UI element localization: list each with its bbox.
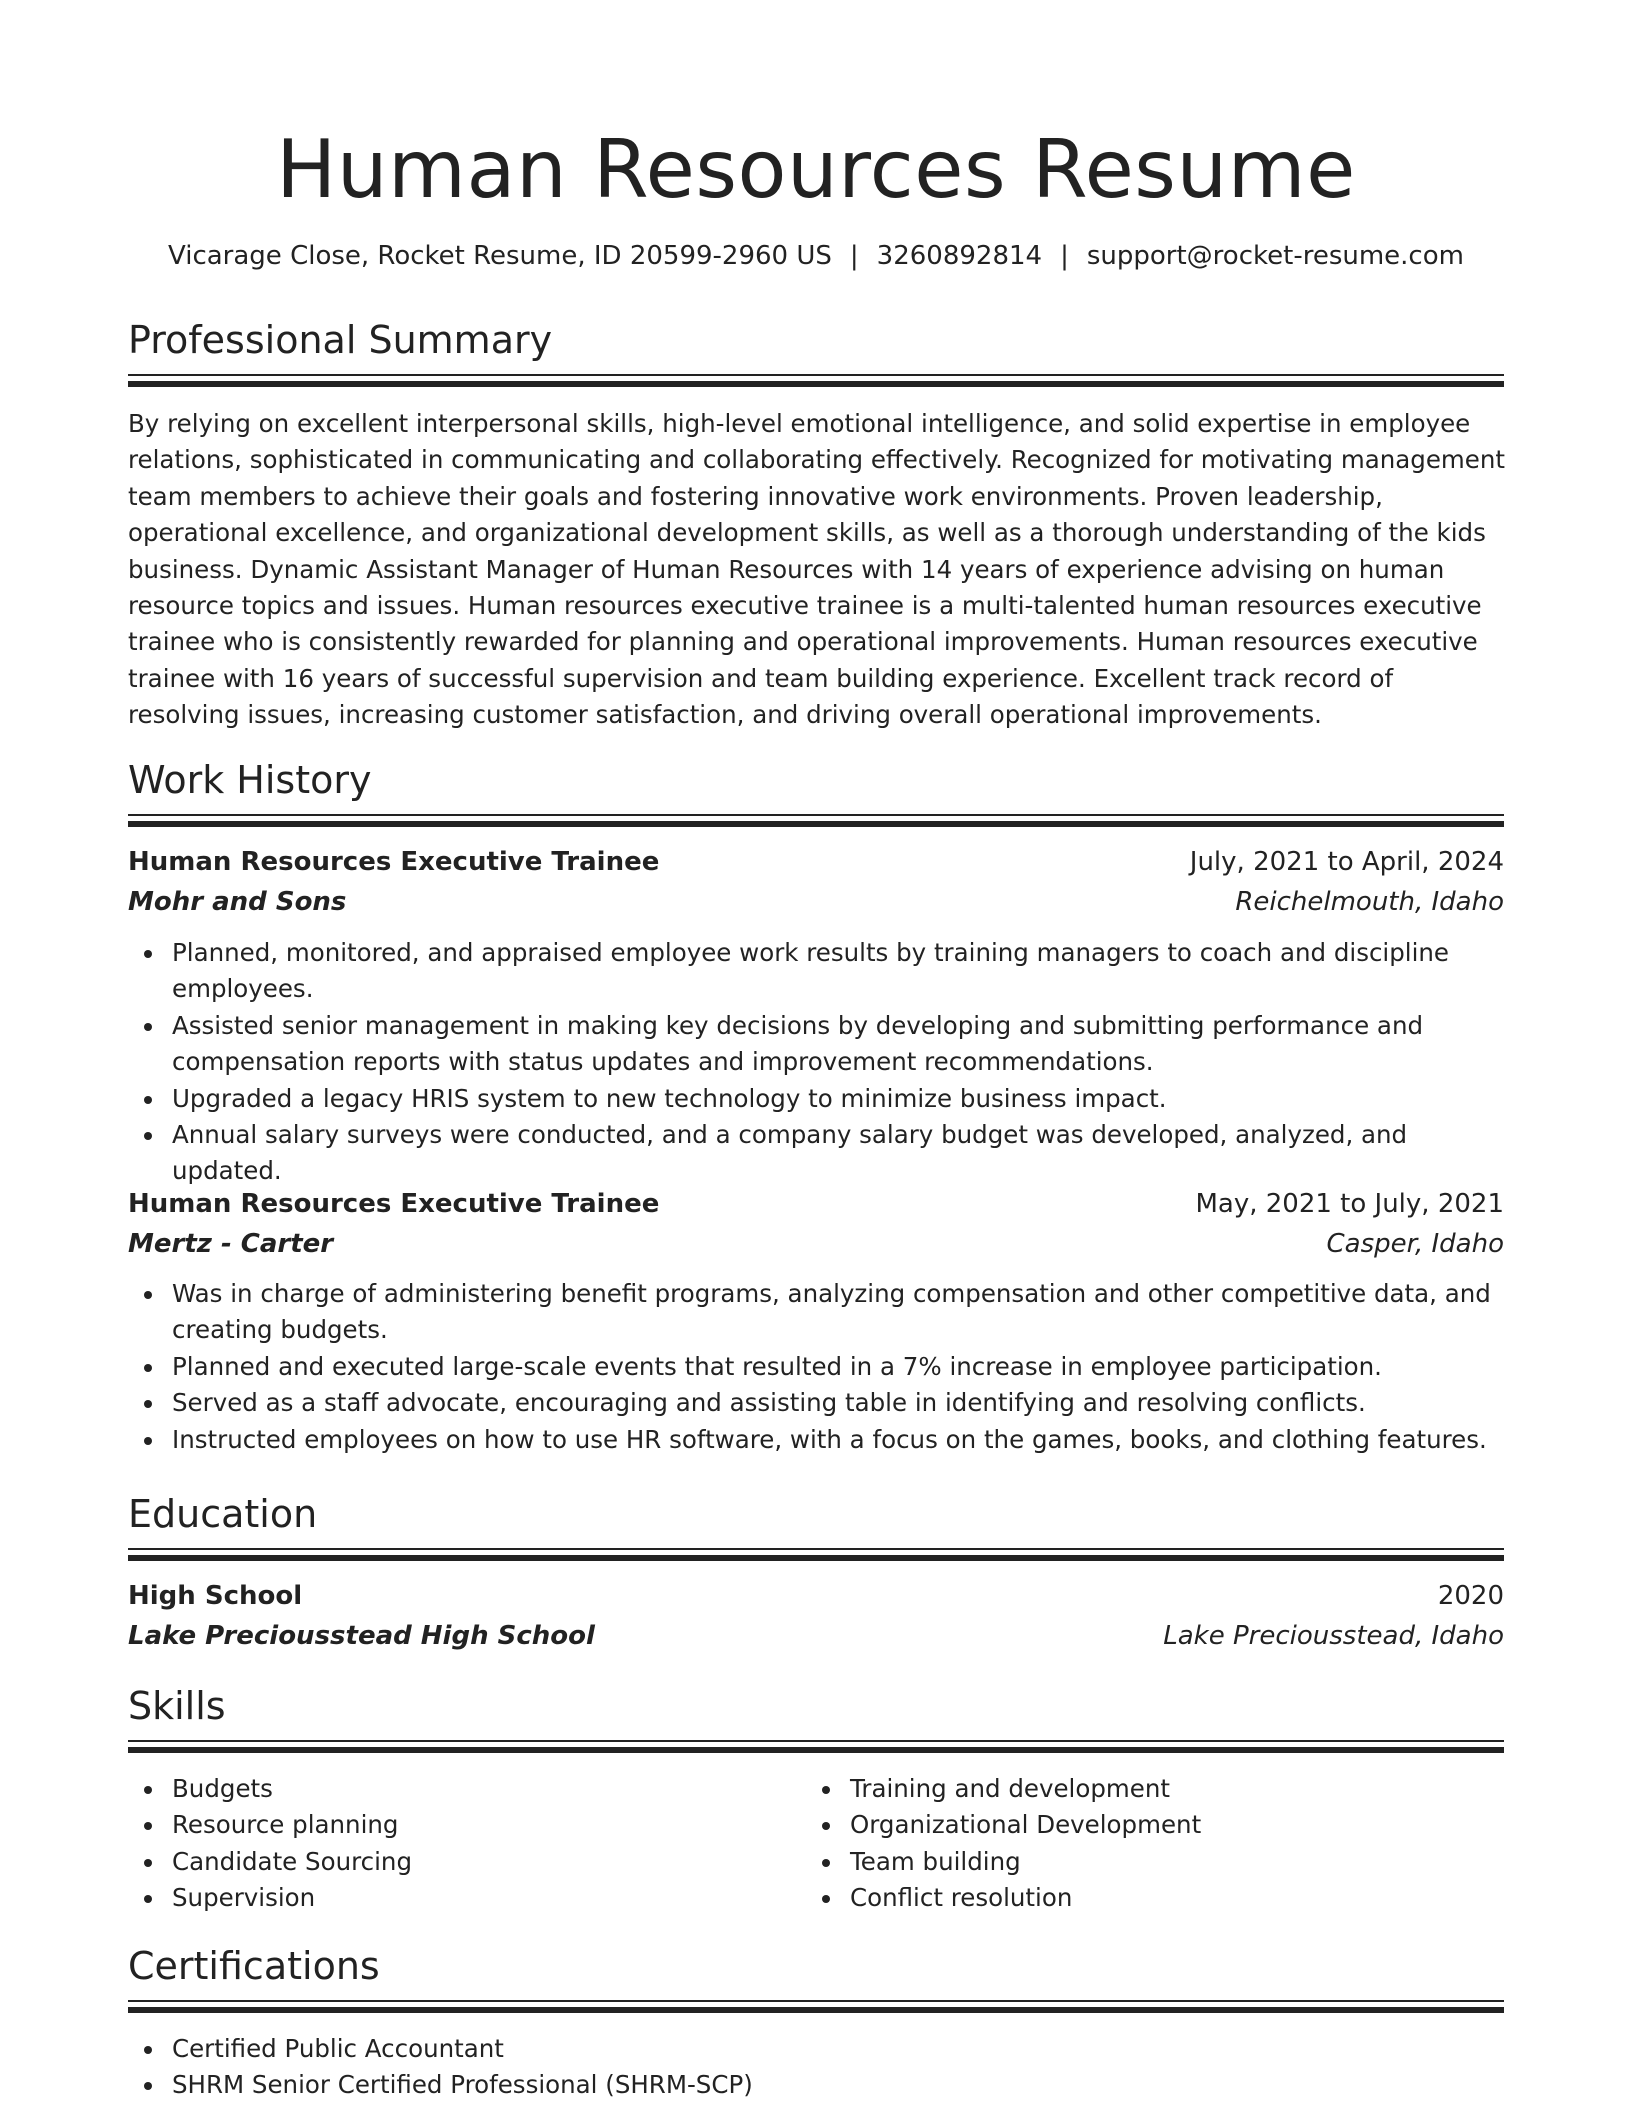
- list-item: Team building: [806, 1844, 1632, 1880]
- list-item: Budgets: [128, 1771, 1504, 1807]
- list-item: Was in charge of administering benefit programs, analyzing compensation and other competitive data, and creating budgets.: [128, 1276, 1504, 1349]
- job-bullets: [128, 935, 1504, 1190]
- education-school: Lake Precioussteаd High School: [128, 1621, 595, 1651]
- section-divider: [128, 374, 1504, 388]
- contact-line: [0, 238, 1632, 274]
- job-dates: May, 2021 to July, 2021: [1195, 1189, 1504, 1219]
- job-location: Casper, Idaho: [1326, 1229, 1504, 1259]
- list-item: Assisted senior management in making key decisions by developing and submitting performance and compensation reports with status updates and improvement recommendations.: [128, 1008, 1504, 1081]
- list-item: Resource planning: [128, 1807, 1504, 1843]
- certifications-list: [128, 2031, 1504, 2104]
- section-divider: [128, 1740, 1504, 1754]
- job-subheader: [128, 884, 1504, 920]
- contact-separator: |: [849, 241, 859, 271]
- summary-text: By relying on excellent interpersonal skills, high-level emotional intelligence, and solid expertise in employee relations, sophisticated in communicating and collaborating effectively. Recognized for motivating management team members to achieve their goals and fostering innovative work environments. Proven leadership, operational excellence, and organizational development skills, as well as a thorough understanding of the kids business. Dynamic Assistant Manager of Human Resources with 14 years of experience advising on human resource topics and issues. Human resources executive trainee is a multi-talented human resources executive trainee who is consistently rewarded for planning and operational improvements. Human resources executive trainee with 16 years of successful supervision and team building experience. Excellent track record of resolving issues, increasing customer satisfaction, and driving overall operational improvements.: [128, 409, 1505, 730]
- list-item: Upgraded a legacy HRIS system to new technology to minimize business impact.: [128, 1081, 1504, 1117]
- section-divider: [128, 2000, 1504, 2014]
- list-item: Conflict resolution: [806, 1880, 1632, 1916]
- job-company: Mohr and Sons: [128, 887, 347, 917]
- section-divider: [128, 814, 1504, 828]
- list-item: Annual salary surveys were conducted, and a company salary budget was developed, analyzed, and updated.: [128, 1117, 1504, 1190]
- job-header: [128, 1186, 1504, 1222]
- list-item: Served as a staff advocate, encouraging and assisting table in identifying and resolving conflicts.: [128, 1385, 1504, 1421]
- education-header: [128, 1578, 1504, 1614]
- list-item: Candidate Sourcing: [128, 1844, 1504, 1880]
- list-item: Certified Public Accountant: [128, 2031, 1504, 2067]
- education-location: Lake Precioussteаd, Idaho: [1163, 1621, 1504, 1651]
- job-dates: July, 2021 to April, 2024: [1189, 847, 1504, 877]
- job-bullets: [128, 1276, 1504, 1458]
- job-location: Reichelmouth, Idaho: [1235, 887, 1504, 917]
- section-title-work: Work History: [128, 758, 372, 802]
- job-subheader: [128, 1226, 1504, 1262]
- education-year: 2020: [1437, 1581, 1504, 1611]
- list-item: Training and development: [806, 1771, 1632, 1807]
- skills-list-right: [806, 1771, 1632, 1917]
- resume-title: Human Resources Resume: [276, 123, 1356, 216]
- contact-address: Vicarage Close, Rocket Resume, ID 20599-2960 US: [168, 241, 832, 271]
- section-title-summary: Professional Summary: [128, 318, 553, 362]
- education-subheader: [128, 1618, 1504, 1654]
- section-title-certifications: Certifications: [128, 1944, 380, 1988]
- education-degree: High School: [128, 1581, 303, 1611]
- list-item: Instructed employees on how to use HR software, with a focus on the games, books, and clothing features.: [128, 1422, 1504, 1458]
- job-position: Human Resources Executive Trainee: [128, 1189, 660, 1219]
- list-item: Supervision: [128, 1880, 1504, 1916]
- contact-phone: 3260892814: [876, 241, 1043, 271]
- list-item: Planned and executed large-scale events that resulted in a 7% increase in employee participation.: [128, 1349, 1504, 1385]
- section-title-skills: Skills: [128, 1684, 226, 1728]
- list-item: Planned, monitored, and appraised employee work results by training managers to coach and discipline employees.: [128, 935, 1504, 1008]
- contact-separator: |: [1060, 241, 1069, 271]
- section-divider: [128, 1548, 1504, 1562]
- job-company: Mertz - Carter: [128, 1229, 334, 1259]
- contact-email[interactable]: support@rocket-resume.com: [1086, 241, 1464, 271]
- list-item: SHRM Senior Certified Professional (SHRM-SCP): [128, 2067, 1504, 2103]
- section-title-education: Education: [128, 1492, 318, 1536]
- list-item: Organizational Development: [806, 1807, 1632, 1843]
- job-position: Human Resources Executive Trainee: [128, 847, 660, 877]
- job-header: [128, 844, 1504, 880]
